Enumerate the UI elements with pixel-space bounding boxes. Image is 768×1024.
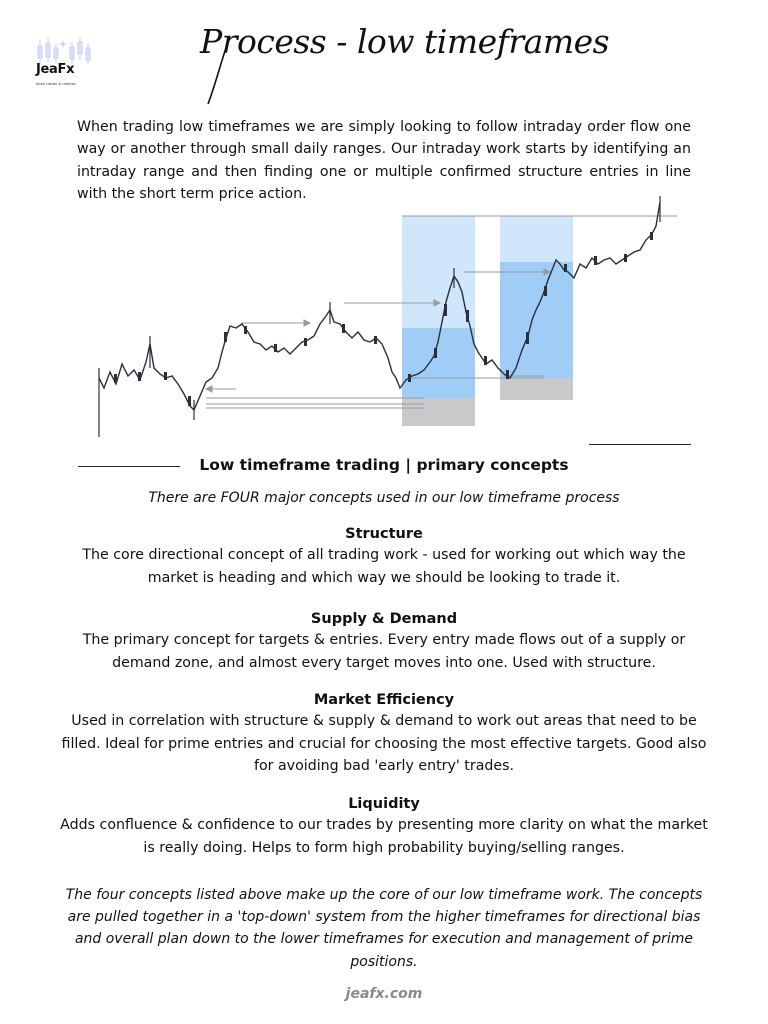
divider-right <box>589 444 691 445</box>
concept-title: Structure <box>345 526 423 542</box>
concept-title: Liquidity <box>348 796 420 812</box>
intro-paragraph: When trading low timeframes we are simply looking to follow intraday order flow one way or another through small daily ranges. Our intraday work starts by identifying an intraday range and then finding one or multiple confirmed structure entries in line with the short term price action. <box>77 119 691 203</box>
zone-2-gray <box>500 378 573 400</box>
divider-left <box>78 466 180 467</box>
price-line <box>99 202 660 410</box>
closing-paragraph: The four concepts listed above make up the core of our low timeframe work. The concepts are pulled together in a 'top-down' system from the higher timeframes for directional bias and overall plan down to the lower timeframes for execution and management of prime positions. <box>65 887 703 970</box>
concept-title: Market Efficiency <box>313 692 455 708</box>
jeafx-logo <box>34 36 98 92</box>
zone-1-gray <box>402 398 475 426</box>
concept-title: Supply & Demand <box>310 611 458 627</box>
concept-structure <box>60 526 708 589</box>
concept-text: Adds confluence & confidence to our trades by presenting more clarity on what the market is really doing. Helps to form high probability buying/selling ranges. <box>60 817 708 856</box>
price-chart <box>94 192 694 442</box>
concept-supply-demand <box>60 611 708 674</box>
page-title: Process - low timeframes <box>200 22 610 61</box>
concept-text: Used in correlation with structure & supply & demand to work out areas that need to be filled. Ideal for prime entries and crucial for choosing the most effective targets. Good also for avoiding bad 'early entry' trades. <box>61 713 707 775</box>
concept-market-efficiency <box>60 692 708 778</box>
concept-text: The core directional concept of all trading work - used for working out which way the market is heading and which way we should be looking to trade it. <box>82 547 686 586</box>
footer-url: jeafx.com <box>345 986 423 1002</box>
logo-brand: JeaFx <box>36 62 75 77</box>
concept-text: The primary concept for targets & entries. Every entry made flows out of a supply or demand zone, and almost every target moves into one. Used with structure. <box>82 632 686 671</box>
logo-tagline: forex trader & mentor. <box>36 82 77 86</box>
section-intro: There are FOUR major concepts used in our low timeframe process <box>148 490 620 506</box>
zone-2-light <box>500 216 573 262</box>
zone-2-mid <box>500 262 573 378</box>
section-heading: Low timeframe trading | primary concepts <box>199 456 569 474</box>
concept-liquidity <box>60 796 708 859</box>
